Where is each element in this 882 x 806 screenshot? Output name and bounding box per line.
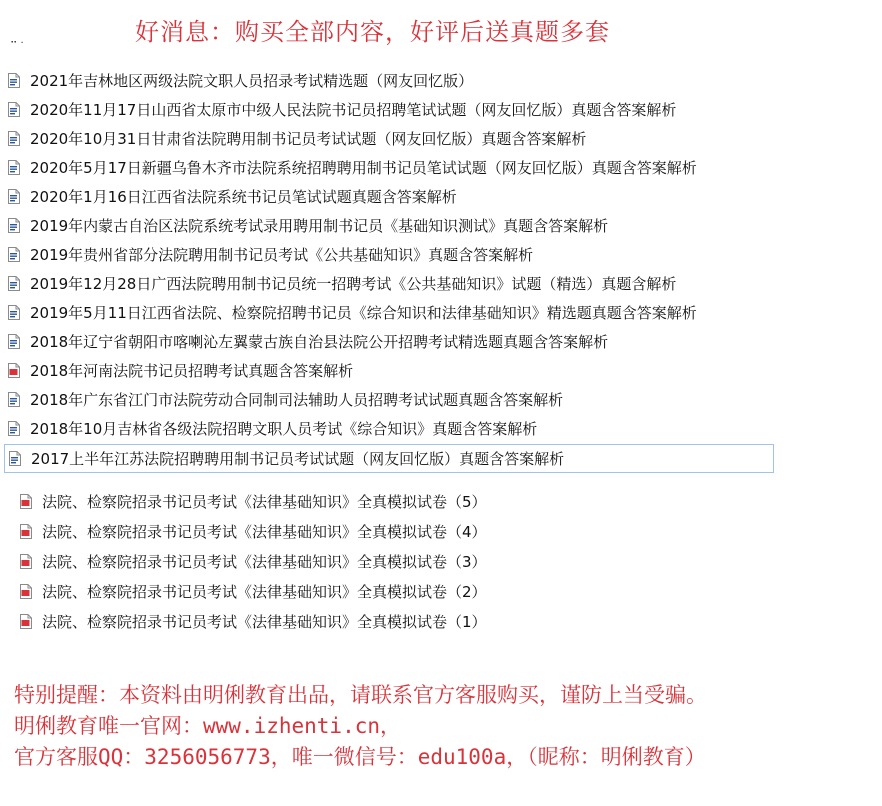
pdf-doc-icon	[20, 614, 32, 629]
file-row[interactable]	[16, 546, 576, 576]
file-row[interactable]	[4, 298, 774, 327]
file-name: 2019年贵州省部分法院聘用制书记员考试《公共基础知识》真题含答案解析	[30, 246, 534, 264]
file-row[interactable]	[4, 66, 774, 95]
file-row[interactable]	[4, 356, 774, 385]
word-doc-icon	[8, 131, 20, 146]
file-name: 法院、检察院招录书记员考试《法律基础知识》全真模拟试卷（5）	[42, 492, 487, 511]
file-name: 2018年辽宁省朝阳市喀喇沁左翼蒙古族自治县法院公开招聘考试精选题真题含答案解析	[30, 333, 609, 351]
file-row[interactable]	[4, 385, 774, 414]
file-row[interactable]	[4, 240, 774, 269]
file-name: 2019年12月28日广西法院聘用制书记员统一招聘考试《公共基础知识》试题（精选）真题含解析	[30, 275, 677, 293]
word-doc-icon	[8, 160, 20, 175]
notice-line-website: 明俐教育唯一官网：www.izhenti.cn，	[14, 714, 402, 738]
word-doc-icon	[8, 421, 20, 436]
file-row[interactable]	[16, 576, 576, 606]
file-row[interactable]	[16, 606, 576, 636]
file-row[interactable]	[4, 327, 774, 356]
word-doc-icon	[8, 218, 20, 233]
file-name: 法院、检察院招录书记员考试《法律基础知识》全真模拟试卷（1）	[42, 612, 487, 631]
file-name: 2020年1月16日江西省法院系统书记员笔试试题真题含答案解析	[30, 188, 457, 206]
file-name: 2017上半年江苏法院招聘聘用制书记员考试试题（网友回忆版）真题含答案解析	[31, 450, 565, 468]
pdf-doc-icon	[20, 524, 32, 539]
promo-banner: 好消息：购买全部内容，好评后送真题多套	[135, 18, 610, 46]
pdf-file-list	[16, 486, 576, 636]
word-doc-icon	[8, 334, 20, 349]
file-row[interactable]	[4, 182, 774, 211]
file-row[interactable]	[4, 269, 774, 298]
file-name: 法院、检察院招录书记员考试《法律基础知识》全真模拟试卷（3）	[42, 552, 487, 571]
word-doc-icon	[8, 73, 20, 88]
file-name: 2018年10月吉林省各级法院招聘文职人员考试《综合知识》真题含答案解析	[30, 420, 538, 438]
file-name: 2020年11月17日山西省太原市中级人民法院书记员招聘笔试试题（网友回忆版）真题含答案解析	[30, 101, 677, 119]
file-name: 2018年河南法院书记员招聘考试真题含答案解析	[30, 362, 354, 380]
word-doc-icon	[8, 276, 20, 291]
file-name: 法院、检察院招录书记员考试《法律基础知识》全真模拟试卷（2）	[42, 582, 487, 601]
file-row[interactable]	[16, 486, 576, 516]
file-row[interactable]	[4, 211, 774, 240]
notice-line-warning: 特别提醒：本资料由明俐教育出品，请联系官方客服购买，谨防上当受骗。	[14, 683, 707, 707]
pdf-doc-icon	[8, 363, 20, 378]
pdf-doc-icon	[20, 584, 32, 599]
notice-line-contact: 官方客服QQ：3256056773，唯一微信号：edu100a，（昵称：明俐教育）	[14, 745, 706, 769]
file-name: 2021年吉林地区两级法院文职人员招录考试精选题（网友回忆版）	[30, 72, 474, 90]
word-doc-icon	[8, 305, 20, 320]
file-row[interactable]	[4, 414, 774, 443]
word-doc-icon	[9, 451, 21, 466]
file-name: 2018年广东省江门市法院劳动合同制司法辅助人员招聘考试试题真题含答案解析	[30, 391, 564, 409]
pdf-doc-icon	[20, 554, 32, 569]
file-row[interactable]	[4, 153, 774, 182]
file-row[interactable]	[4, 444, 774, 473]
pdf-doc-icon	[20, 494, 32, 509]
file-list	[4, 66, 774, 473]
scroll-indicator: ⠒ ·	[10, 38, 24, 49]
file-row[interactable]	[4, 95, 774, 124]
file-name: 2019年内蒙古自治区法院系统考试录用聘用制书记员《基础知识测试》真题含答案解析	[30, 217, 609, 235]
notice-block	[14, 680, 707, 773]
word-doc-icon	[8, 392, 20, 407]
word-doc-icon	[8, 247, 20, 262]
file-row[interactable]	[4, 124, 774, 153]
word-doc-icon	[8, 102, 20, 117]
file-name: 2019年5月11日江西省法院、检察院招聘书记员《综合知识和法律基础知识》精选题真题含答案解析	[30, 304, 697, 322]
word-doc-icon	[8, 189, 20, 204]
file-name: 2020年10月31日甘肃省法院聘用制书记员考试试题（网友回忆版）真题含答案解析	[30, 130, 587, 148]
file-row[interactable]	[16, 516, 576, 546]
file-name: 法院、检察院招录书记员考试《法律基础知识》全真模拟试卷（4）	[42, 522, 487, 541]
file-name: 2020年5月17日新疆乌鲁木齐市法院系统招聘聘用制书记员笔试试题（网友回忆版）真题含答案解析	[30, 159, 697, 177]
